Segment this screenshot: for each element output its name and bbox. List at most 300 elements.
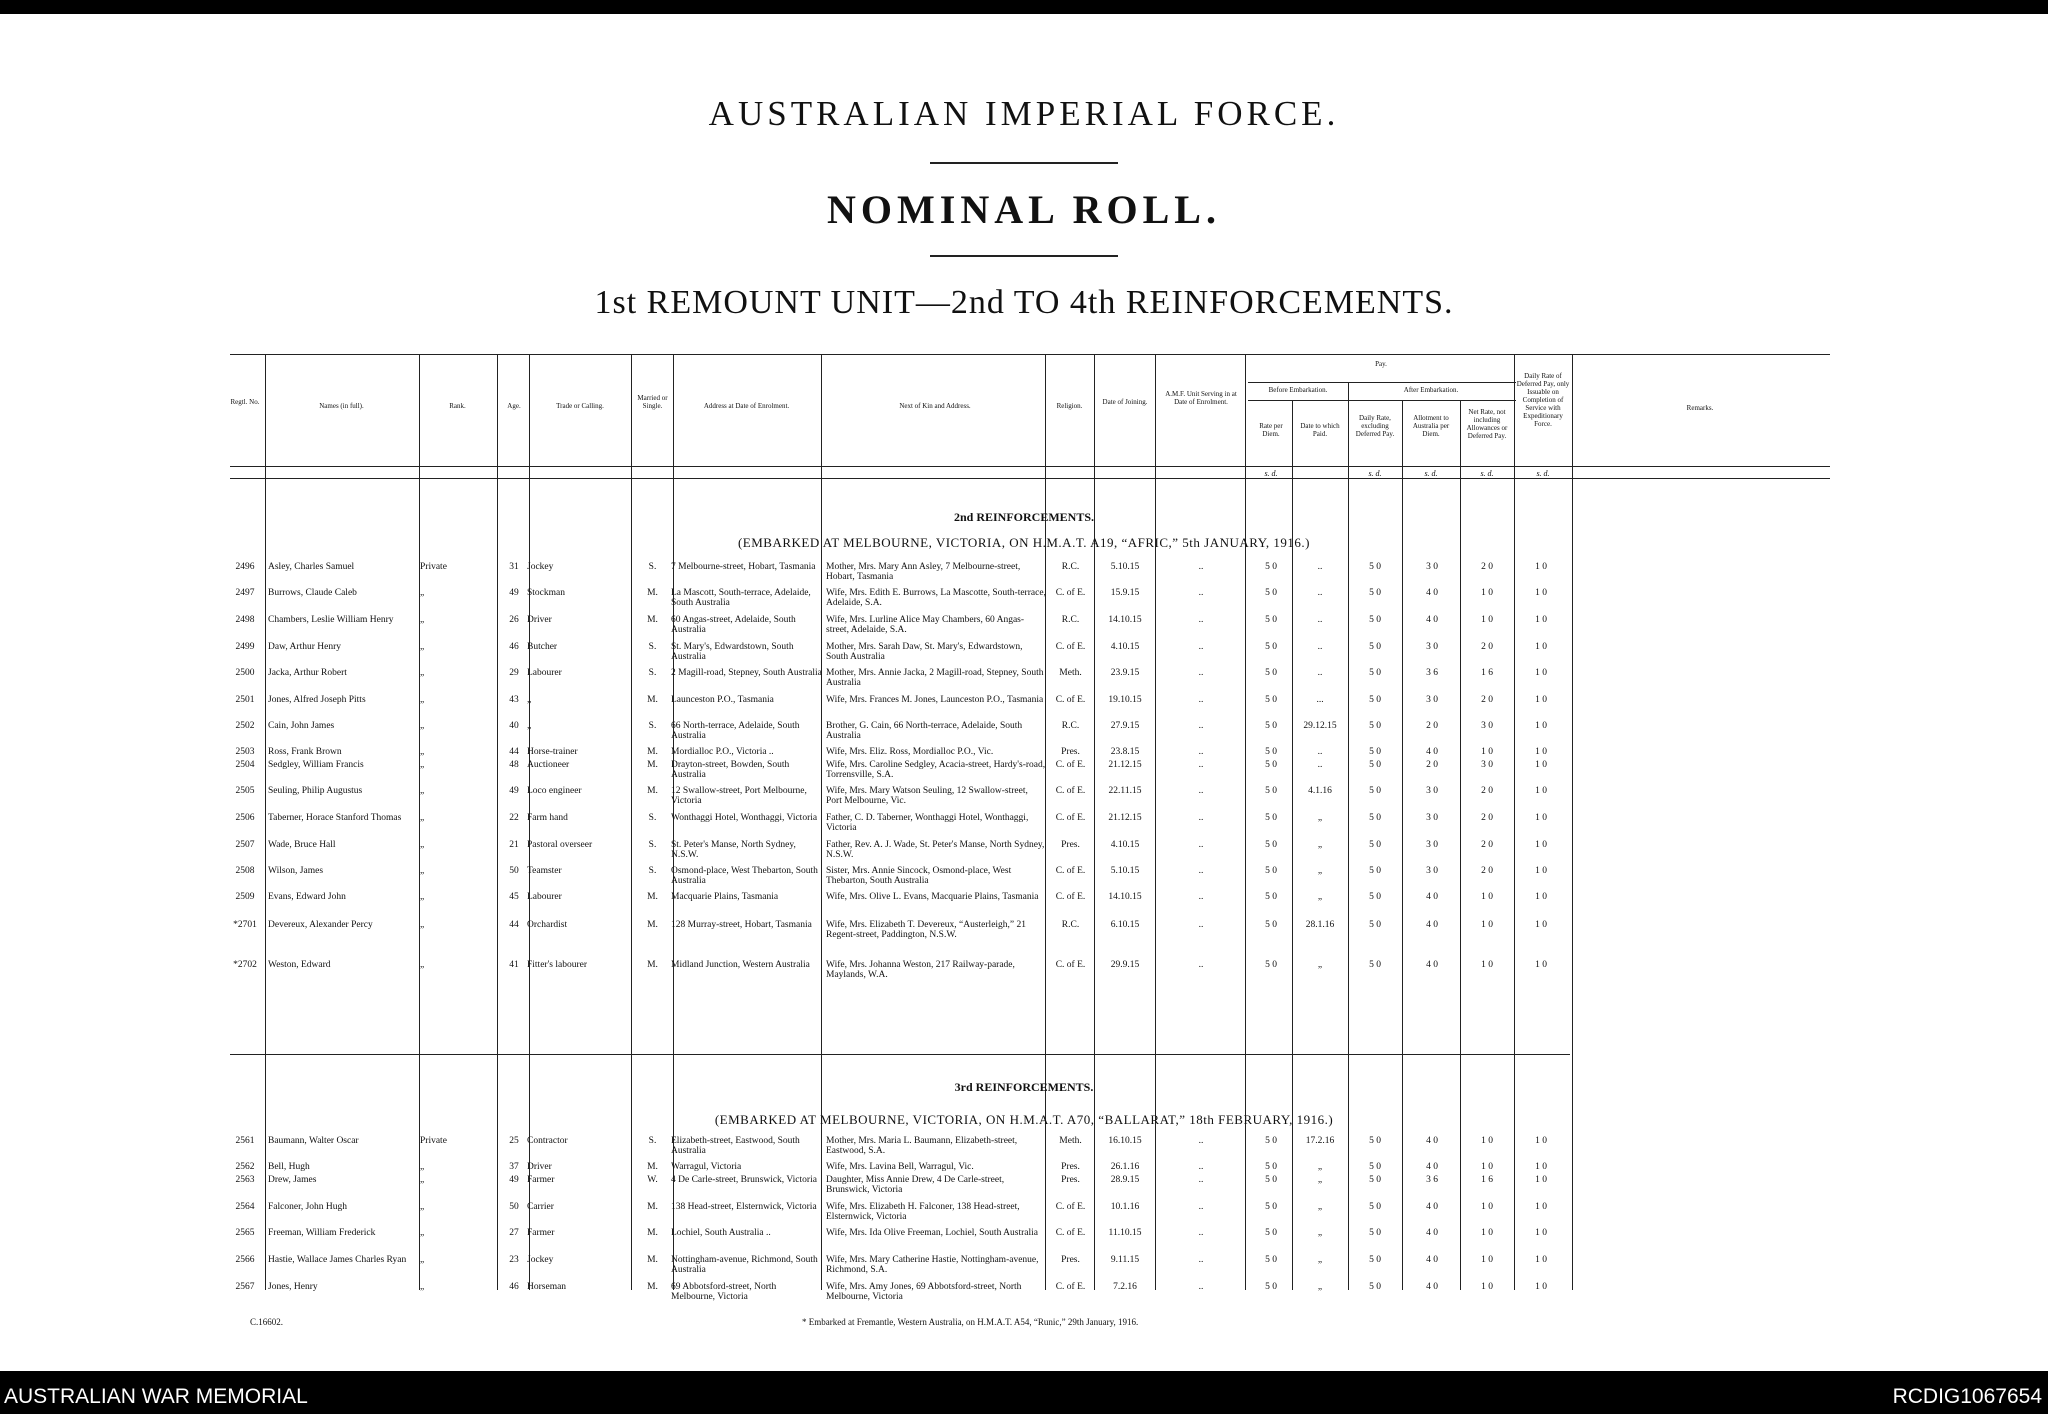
cell-def: 1 0 bbox=[1535, 840, 1547, 850]
cell-date: 7.2.16 bbox=[1113, 1282, 1137, 1292]
cell-kin: Wife, Mrs. Elizabeth T. Devereux, “Austerleigh,” 21 Regent-street, Paddington, N.S.W. bbox=[826, 920, 1027, 940]
cell-net: 1 0 bbox=[1481, 588, 1493, 598]
cell-def: 1 0 bbox=[1535, 747, 1547, 757]
cell-ms: M. bbox=[647, 786, 658, 796]
header-before-embarkation: Before Embarkation. bbox=[1268, 386, 1328, 394]
cell-rank: „ bbox=[420, 892, 425, 902]
cell-rate: 5 0 bbox=[1265, 920, 1277, 930]
cell-date: 16.10.15 bbox=[1108, 1136, 1142, 1146]
cell-age: 48 bbox=[509, 760, 519, 770]
cell-date: 23.9.15 bbox=[1110, 668, 1140, 678]
cell-name: Asley, Charles Samuel bbox=[268, 562, 355, 572]
cell-paid: .. bbox=[1317, 615, 1323, 625]
cell-amf: .. bbox=[1198, 695, 1204, 705]
cell-rel: R.C. bbox=[1061, 562, 1080, 572]
cell-net: 2 0 bbox=[1481, 840, 1493, 850]
cell-address: 128 Murray-street, Hobart, Tasmania bbox=[671, 920, 812, 930]
cell-daily: 5 0 bbox=[1369, 1202, 1381, 1212]
cell-address: 4 De Carle-street, Brunswick, Victoria bbox=[671, 1175, 817, 1185]
cell-amf: .. bbox=[1198, 747, 1204, 757]
cell-address: Nottingham-avenue, Richmond, South Australia bbox=[671, 1255, 818, 1275]
cell-net: 1 0 bbox=[1481, 615, 1493, 625]
cell-allot: 4 0 bbox=[1426, 920, 1438, 930]
archive-name: AUSTRALIAN WAR MEMORIAL bbox=[4, 1385, 308, 1408]
cell-no: 2563 bbox=[235, 1175, 255, 1185]
cell-allot: 3 0 bbox=[1426, 642, 1438, 652]
cell-name: Falconer, John Hugh bbox=[268, 1202, 348, 1212]
cell-allot: 3 0 bbox=[1426, 866, 1438, 876]
cell-allot: 4 0 bbox=[1426, 747, 1438, 757]
cell-allot: 3 0 bbox=[1426, 813, 1438, 823]
cell-kin: Wife, Mrs. Mary Catherine Hastie, Nottingham-avenue, Richmond, S.A. bbox=[826, 1255, 1039, 1275]
cell-age: 29 bbox=[509, 668, 519, 678]
cell-ms: M. bbox=[647, 615, 658, 625]
cell-age: 27 bbox=[509, 1228, 519, 1238]
cell-paid: „ bbox=[1317, 1202, 1323, 1212]
cell-def: 1 0 bbox=[1535, 1136, 1547, 1146]
cell-amf: .. bbox=[1198, 562, 1204, 572]
cell-daily: 5 0 bbox=[1369, 1162, 1381, 1172]
cell-amf: .. bbox=[1198, 1162, 1204, 1172]
cell-trade: Labourer bbox=[527, 892, 562, 902]
cell-rank: „ bbox=[420, 840, 425, 850]
cell-rel: Meth. bbox=[1059, 668, 1082, 678]
cell-date: 27.9.15 bbox=[1110, 721, 1140, 731]
cell-amf: .. bbox=[1198, 1255, 1204, 1265]
cell-def: 1 0 bbox=[1535, 1255, 1547, 1265]
cell-address: 12 Swallow-street, Port Melbourne, Victoria bbox=[671, 786, 807, 806]
cell-address: 66 North-terrace, Adelaide, South Australia bbox=[671, 721, 800, 741]
cell-address: 7 Melbourne-street, Hobart, Tasmania bbox=[671, 562, 816, 572]
cell-def: 1 0 bbox=[1535, 760, 1547, 770]
cell-ms: S. bbox=[648, 642, 657, 652]
cell-kin: Wife, Mrs. Amy Jones, 69 Abbotsford-street, North Melbourne, Victoria bbox=[826, 1282, 1022, 1302]
cell-amf: .. bbox=[1198, 1228, 1204, 1238]
cell-amf: .. bbox=[1198, 892, 1204, 902]
cell-no: 2562 bbox=[235, 1162, 255, 1172]
cell-ms: M. bbox=[647, 920, 658, 930]
cell-rank: „ bbox=[420, 960, 425, 970]
cell-rate: 5 0 bbox=[1265, 840, 1277, 850]
column-rule bbox=[1514, 354, 1515, 1290]
title-rule bbox=[930, 255, 1118, 257]
cell-rank: „ bbox=[420, 866, 425, 876]
archive-footer bbox=[0, 1383, 2048, 1414]
section-title: 3rd REINFORCEMENTS. bbox=[954, 1080, 1094, 1094]
cell-rank: „ bbox=[420, 1162, 425, 1172]
cell-address: Midland Junction, Western Australia bbox=[671, 960, 810, 970]
cell-paid: ... bbox=[1316, 695, 1324, 705]
cell-age: 49 bbox=[509, 1175, 519, 1185]
cell-address: 60 Angas-street, Adelaide, South Australia bbox=[671, 615, 796, 635]
cell-address: 2 Magill-road, Stepney, South Australia bbox=[671, 668, 822, 678]
cell-def: 1 0 bbox=[1535, 562, 1547, 572]
cell-age: 49 bbox=[509, 588, 519, 598]
cell-name: Taberner, Horace Stanford Thomas bbox=[268, 813, 402, 823]
cell-address: Lochiel, South Australia .. bbox=[671, 1228, 771, 1238]
cell-allot: 2 0 bbox=[1426, 760, 1438, 770]
cell-address: 69 Abbotsford-street, North Melbourne, Victoria bbox=[671, 1282, 777, 1302]
cell-name: Hastie, Wallace James Charles Ryan bbox=[268, 1255, 407, 1265]
cell-name: Sedgley, William Francis bbox=[268, 760, 364, 770]
cell-rel: Pres. bbox=[1061, 840, 1080, 850]
cell-rate: 5 0 bbox=[1265, 1255, 1277, 1265]
cell-address: 138 Head-street, Elsternwick, Victoria bbox=[671, 1202, 817, 1212]
cell-amf: .. bbox=[1198, 668, 1204, 678]
cell-rel: R.C. bbox=[1061, 615, 1080, 625]
cell-trade: Teamster bbox=[527, 866, 562, 876]
cell-address: Warragul, Victoria bbox=[671, 1162, 742, 1172]
cell-net: 1 6 bbox=[1481, 1175, 1493, 1185]
cell-rel: C. of E. bbox=[1055, 892, 1086, 902]
cell-age: 50 bbox=[509, 866, 519, 876]
cell-kin: Wife, Mrs. Frances M. Jones, Launceston P.O., Tasmania bbox=[826, 695, 1044, 705]
cell-rel: Pres. bbox=[1061, 1162, 1080, 1172]
cell-amf: .. bbox=[1198, 866, 1204, 876]
header-pay: Pay. bbox=[1375, 360, 1387, 368]
cell-paid: „ bbox=[1317, 960, 1323, 970]
cell-rank: „ bbox=[420, 920, 425, 930]
cell-rate: 5 0 bbox=[1265, 695, 1277, 705]
cell-trade: Horseman bbox=[527, 1282, 567, 1292]
cell-address: Wonthaggi Hotel, Wonthaggi, Victoria bbox=[671, 813, 818, 823]
cell-def: 1 0 bbox=[1535, 866, 1547, 876]
cell-def: 1 0 bbox=[1535, 892, 1547, 902]
cell-address: Osmond-place, West Thebarton, South Australia bbox=[671, 866, 818, 886]
cell-age: 23 bbox=[509, 1255, 519, 1265]
header-after-embarkation: After Embarkation. bbox=[1403, 386, 1459, 394]
cell-def: 1 0 bbox=[1535, 920, 1547, 930]
cell-kin: Wife, Mrs. Elizabeth H. Falconer, 138 Head-street, Elsternwick, Victoria bbox=[826, 1202, 1020, 1222]
cell-trade: Horse-trainer bbox=[527, 747, 578, 757]
cell-date: 4.10.15 bbox=[1110, 840, 1140, 850]
cell-age: 25 bbox=[509, 1136, 519, 1146]
cell-net: 1 0 bbox=[1481, 1282, 1493, 1292]
column-rule bbox=[1402, 400, 1403, 1290]
cell-date: 14.10.15 bbox=[1108, 615, 1142, 625]
cell-net: 2 0 bbox=[1481, 786, 1493, 796]
column-rule bbox=[497, 354, 498, 1290]
cell-ms: S. bbox=[648, 668, 657, 678]
document-page bbox=[0, 14, 2048, 1371]
cell-rank: Private bbox=[420, 1136, 447, 1146]
cell-ms: M. bbox=[647, 1282, 658, 1292]
cell-rate: 5 0 bbox=[1265, 786, 1277, 796]
cell-name: Jones, Henry bbox=[268, 1282, 318, 1292]
unit-title: 1st REMOUNT UNIT—2nd TO 4th REINFORCEMENTS. bbox=[594, 284, 1454, 321]
header-date-paid: Date to which Paid. bbox=[1300, 422, 1340, 438]
cell-amf: .. bbox=[1198, 813, 1204, 823]
cell-paid: .. bbox=[1317, 668, 1323, 678]
cell-rank: „ bbox=[420, 813, 425, 823]
cell-paid: 29.12.15 bbox=[1303, 721, 1337, 731]
cell-date: 22.11.15 bbox=[1108, 786, 1142, 796]
cell-def: 1 0 bbox=[1535, 668, 1547, 678]
cell-net: 1 0 bbox=[1481, 920, 1493, 930]
cell-no: 2501 bbox=[235, 695, 255, 705]
cell-rel: C. of E. bbox=[1055, 695, 1086, 705]
cell-rank: „ bbox=[420, 1282, 425, 1292]
cell-net: 1 0 bbox=[1481, 1162, 1493, 1172]
header-amf-unit: A.M.F. Unit Serving in at Date of Enrolment. bbox=[1165, 390, 1237, 406]
cell-allot: 4 0 bbox=[1426, 1282, 1438, 1292]
cell-amf: .. bbox=[1198, 840, 1204, 850]
cell-date: 23.8.15 bbox=[1110, 747, 1140, 757]
cell-date: 5.10.15 bbox=[1110, 866, 1140, 876]
cell-kin: Wife, Mrs. Ida Olive Freeman, Lochiel, South Australia bbox=[826, 1228, 1038, 1238]
cell-allot: 3 6 bbox=[1426, 1175, 1438, 1185]
cell-daily: 5 0 bbox=[1369, 668, 1381, 678]
cell-date: 29.9.15 bbox=[1110, 960, 1140, 970]
cell-rank: „ bbox=[420, 786, 425, 796]
cell-no: 2497 bbox=[235, 588, 255, 598]
cell-name: Burrows, Claude Caleb bbox=[268, 588, 357, 598]
cell-age: 21 bbox=[509, 840, 519, 850]
cell-rate: 5 0 bbox=[1265, 721, 1277, 731]
cell-name: Bell, Hugh bbox=[268, 1162, 310, 1172]
print-code: C.16602. bbox=[250, 1317, 284, 1327]
cell-kin: Mother, Mrs. Sarah Daw, St. Mary's, Edwardstown, South Australia bbox=[826, 642, 1023, 662]
cell-name: Cain, John James bbox=[268, 721, 335, 731]
cell-address: Drayton-street, Bowden, South Australia bbox=[671, 760, 790, 780]
cell-ms: M. bbox=[647, 892, 658, 902]
cell-rate: 5 0 bbox=[1265, 562, 1277, 572]
cell-rate: 5 0 bbox=[1265, 866, 1277, 876]
cell-allot: 4 0 bbox=[1426, 588, 1438, 598]
cell-age: 40 bbox=[509, 721, 519, 731]
header-kin: Next of Kin and Address. bbox=[899, 402, 971, 410]
cell-age: 46 bbox=[509, 642, 519, 652]
header-remarks: Remarks. bbox=[1686, 404, 1714, 412]
cell-daily: 5 0 bbox=[1369, 1228, 1381, 1238]
cell-rel: R.C. bbox=[1061, 721, 1080, 731]
cell-net: 3 0 bbox=[1481, 760, 1493, 770]
cell-paid: 17.2.16 bbox=[1305, 1136, 1335, 1146]
cell-daily: 5 0 bbox=[1369, 840, 1381, 850]
units-label: s. d. bbox=[1536, 469, 1550, 478]
title-rule bbox=[930, 162, 1118, 164]
cell-rel: R.C. bbox=[1061, 920, 1080, 930]
cell-kin: Brother, G. Cain, 66 North-terrace, Adelaide, South Australia bbox=[826, 721, 1023, 741]
cell-ms: M. bbox=[647, 1202, 658, 1212]
cell-allot: 3 0 bbox=[1426, 786, 1438, 796]
cell-kin: Wife, Mrs. Mary Watson Seuling, 12 Swallow-street, Port Melbourne, Vic. bbox=[826, 786, 1028, 806]
cell-rel: C. of E. bbox=[1055, 1228, 1086, 1238]
embarkation-note: (EMBARKED AT MELBOURNE, VICTORIA, ON H.M.A.T. A19, “AFRIC,” 5th JANUARY, 1916.) bbox=[737, 535, 1311, 550]
cell-ms: M. bbox=[647, 588, 658, 598]
cell-ms: M. bbox=[647, 760, 658, 770]
cell-paid: „ bbox=[1317, 840, 1323, 850]
cell-name: Chambers, Leslie William Henry bbox=[268, 615, 394, 625]
cell-trade: Contractor bbox=[527, 1136, 568, 1146]
cell-ms: W. bbox=[647, 1175, 658, 1185]
cell-daily: 5 0 bbox=[1369, 695, 1381, 705]
cell-ms: S. bbox=[648, 866, 657, 876]
cell-net: 1 0 bbox=[1481, 1202, 1493, 1212]
cell-name: Evans, Edward John bbox=[268, 892, 346, 902]
column-rule bbox=[1245, 354, 1246, 1290]
cell-trade: Farmer bbox=[527, 1175, 555, 1185]
column-rule bbox=[1460, 400, 1461, 1290]
cell-net: 3 0 bbox=[1481, 721, 1493, 731]
cell-trade: Carrier bbox=[527, 1202, 554, 1212]
cell-net: 1 6 bbox=[1481, 668, 1493, 678]
cell-trade: „ bbox=[527, 695, 532, 705]
cell-net: 1 0 bbox=[1481, 747, 1493, 757]
cell-daily: 5 0 bbox=[1369, 1255, 1381, 1265]
cell-rel: Pres. bbox=[1061, 747, 1080, 757]
cell-age: 50 bbox=[509, 1202, 519, 1212]
cell-paid: „ bbox=[1317, 1282, 1323, 1292]
cell-ms: M. bbox=[647, 695, 658, 705]
cell-allot: 2 0 bbox=[1426, 721, 1438, 731]
cell-paid: „ bbox=[1317, 866, 1323, 876]
cell-rate: 5 0 bbox=[1265, 1228, 1277, 1238]
cell-kin: Daughter, Miss Annie Drew, 4 De Carle-street, Brunswick, Victoria bbox=[826, 1175, 1005, 1195]
cell-rank: „ bbox=[420, 1202, 425, 1212]
cell-amf: .. bbox=[1198, 1175, 1204, 1185]
roll-title: NOMINAL ROLL. bbox=[827, 187, 1221, 232]
cell-ms: M. bbox=[647, 1162, 658, 1172]
cell-allot: 4 0 bbox=[1426, 960, 1438, 970]
cell-trade: Fitter's labourer bbox=[527, 960, 588, 970]
header-net-rate: Net Rate, not including Allowances or Deferred Pay. bbox=[1466, 408, 1508, 440]
cell-rel: C. of E. bbox=[1055, 1282, 1086, 1292]
cell-ms: S. bbox=[648, 1136, 657, 1146]
cell-kin: Wife, Mrs. Lavina Bell, Warragul, Vic. bbox=[826, 1162, 974, 1172]
cell-ms: M. bbox=[647, 1255, 658, 1265]
cell-def: 1 0 bbox=[1535, 1228, 1547, 1238]
units-label: s. d. bbox=[1424, 469, 1438, 478]
cell-name: Jacka, Arthur Robert bbox=[268, 668, 347, 678]
cell-amf: .. bbox=[1198, 615, 1204, 625]
cell-trade: Driver bbox=[527, 615, 552, 625]
cell-daily: 5 0 bbox=[1369, 920, 1381, 930]
cell-trade: Butcher bbox=[527, 642, 558, 652]
cell-kin: Mother, Mrs. Annie Jacka, 2 Magill-road, Stepney, South Australia bbox=[826, 668, 1044, 688]
cell-daily: 5 0 bbox=[1369, 866, 1381, 876]
cell-def: 1 0 bbox=[1535, 642, 1547, 652]
cell-net: 2 0 bbox=[1481, 695, 1493, 705]
cell-name: Drew, James bbox=[268, 1175, 317, 1185]
header-trade: Trade or Calling. bbox=[556, 402, 604, 410]
cell-daily: 5 0 bbox=[1369, 892, 1381, 902]
cell-date: 15.9.15 bbox=[1110, 588, 1140, 598]
cell-rank: „ bbox=[420, 642, 425, 652]
header-regtl-no: Regtl. No. bbox=[230, 398, 260, 406]
cell-trade: Driver bbox=[527, 1162, 552, 1172]
header-bottom-rule bbox=[230, 466, 1830, 467]
cell-no: 2508 bbox=[235, 866, 255, 876]
cell-no: 2496 bbox=[235, 562, 255, 572]
cell-def: 1 0 bbox=[1535, 960, 1547, 970]
cell-amf: .. bbox=[1198, 1136, 1204, 1146]
cell-net: 2 0 bbox=[1481, 562, 1493, 572]
cell-rank: „ bbox=[420, 747, 425, 757]
cell-rank: „ bbox=[420, 760, 425, 770]
cell-kin: Sister, Mrs. Annie Sincock, Osmond-place, West Thebarton, South Australia bbox=[826, 866, 1012, 886]
cell-amf: .. bbox=[1198, 760, 1204, 770]
cell-ms: S. bbox=[648, 813, 657, 823]
cell-address: St. Peter's Manse, North Sydney, N.S.W. bbox=[671, 840, 796, 860]
cell-kin: Father, C. D. Taberner, Wonthaggi Hotel, Wonthaggi, Victoria bbox=[826, 813, 1029, 833]
header-married: Married or Single. bbox=[637, 394, 668, 410]
cell-kin: Wife, Mrs. Eliz. Ross, Mordialloc P.O., Vic. bbox=[826, 747, 994, 757]
cell-rel: C. of E. bbox=[1055, 960, 1086, 970]
cell-rate: 5 0 bbox=[1265, 668, 1277, 678]
cell-no: 2567 bbox=[235, 1282, 255, 1292]
cell-def: 1 0 bbox=[1535, 786, 1547, 796]
cell-daily: 5 0 bbox=[1369, 721, 1381, 731]
cell-rank: „ bbox=[420, 588, 425, 598]
cell-name: Jones, Alfred Joseph Pitts bbox=[268, 695, 366, 705]
header-religion: Religion. bbox=[1056, 402, 1083, 410]
cell-name: Seuling, Philip Augustus bbox=[268, 786, 363, 796]
cell-no: *2702 bbox=[233, 960, 257, 970]
cell-rank: „ bbox=[420, 1228, 425, 1238]
cell-address: Mordialloc P.O., Victoria .. bbox=[671, 747, 774, 757]
cell-amf: .. bbox=[1198, 588, 1204, 598]
header-name: Names (in full). bbox=[319, 402, 364, 410]
cell-kin: Wife, Mrs. Caroline Sedgley, Acacia-street, Hardy's-road, Torrensville, S.A. bbox=[826, 760, 1046, 780]
cell-ms: M. bbox=[647, 960, 658, 970]
cell-daily: 5 0 bbox=[1369, 1282, 1381, 1292]
cell-age: 49 bbox=[509, 786, 519, 796]
column-rule bbox=[265, 354, 266, 1290]
cell-no: 2561 bbox=[235, 1136, 255, 1146]
cell-net: 2 0 bbox=[1481, 813, 1493, 823]
cell-amf: .. bbox=[1198, 960, 1204, 970]
cell-rank: „ bbox=[420, 1175, 425, 1185]
cell-rel: Meth. bbox=[1059, 1136, 1082, 1146]
cell-rate: 5 0 bbox=[1265, 1162, 1277, 1172]
cell-trade: Stockman bbox=[527, 588, 565, 598]
cell-no: 2509 bbox=[235, 892, 255, 902]
cell-def: 1 0 bbox=[1535, 813, 1547, 823]
cell-age: 26 bbox=[509, 615, 519, 625]
cell-rate: 5 0 bbox=[1265, 813, 1277, 823]
cell-net: 2 0 bbox=[1481, 642, 1493, 652]
section-title: 2nd REINFORCEMENTS. bbox=[953, 510, 1095, 524]
cell-allot: 4 0 bbox=[1426, 1255, 1438, 1265]
cell-rank: „ bbox=[420, 695, 425, 705]
cell-paid: .. bbox=[1317, 562, 1323, 572]
cell-allot: 4 0 bbox=[1426, 1162, 1438, 1172]
cell-age: 31 bbox=[509, 562, 519, 572]
cell-kin: Wife, Mrs. Olive L. Evans, Macquarie Plains, Tasmania bbox=[826, 892, 1039, 902]
cell-kin: Mother, Mrs. Maria L. Baumann, Elizabeth-street, Eastwood, S.A. bbox=[826, 1136, 1018, 1156]
cell-date: 21.12.15 bbox=[1108, 813, 1142, 823]
cell-rel: Pres. bbox=[1061, 1255, 1080, 1265]
cell-trade: Jockey bbox=[527, 1255, 554, 1265]
cell-amf: .. bbox=[1198, 1202, 1204, 1212]
cell-allot: 4 0 bbox=[1426, 615, 1438, 625]
cell-name: Weston, Edward bbox=[268, 960, 331, 970]
header-deferred-pay: Daily Rate of Deferred Pay, only Issuable on Completion of Service with Expeditionary Force. bbox=[1516, 372, 1570, 428]
cell-def: 1 0 bbox=[1535, 721, 1547, 731]
cell-daily: 5 0 bbox=[1369, 760, 1381, 770]
cell-trade: Labourer bbox=[527, 668, 562, 678]
cell-rank: Private bbox=[420, 562, 447, 572]
cell-daily: 5 0 bbox=[1369, 615, 1381, 625]
cell-date: 28.9.15 bbox=[1110, 1175, 1140, 1185]
cell-age: 45 bbox=[509, 892, 519, 902]
cell-no: 2507 bbox=[235, 840, 255, 850]
cell-paid: „ bbox=[1317, 1228, 1323, 1238]
units-label: s. d. bbox=[1480, 469, 1494, 478]
cell-rel: C. of E. bbox=[1055, 813, 1086, 823]
cell-kin: Father, Rev. A. J. Wade, St. Peter's Manse, North Sydney, N.S.W. bbox=[826, 840, 1045, 860]
